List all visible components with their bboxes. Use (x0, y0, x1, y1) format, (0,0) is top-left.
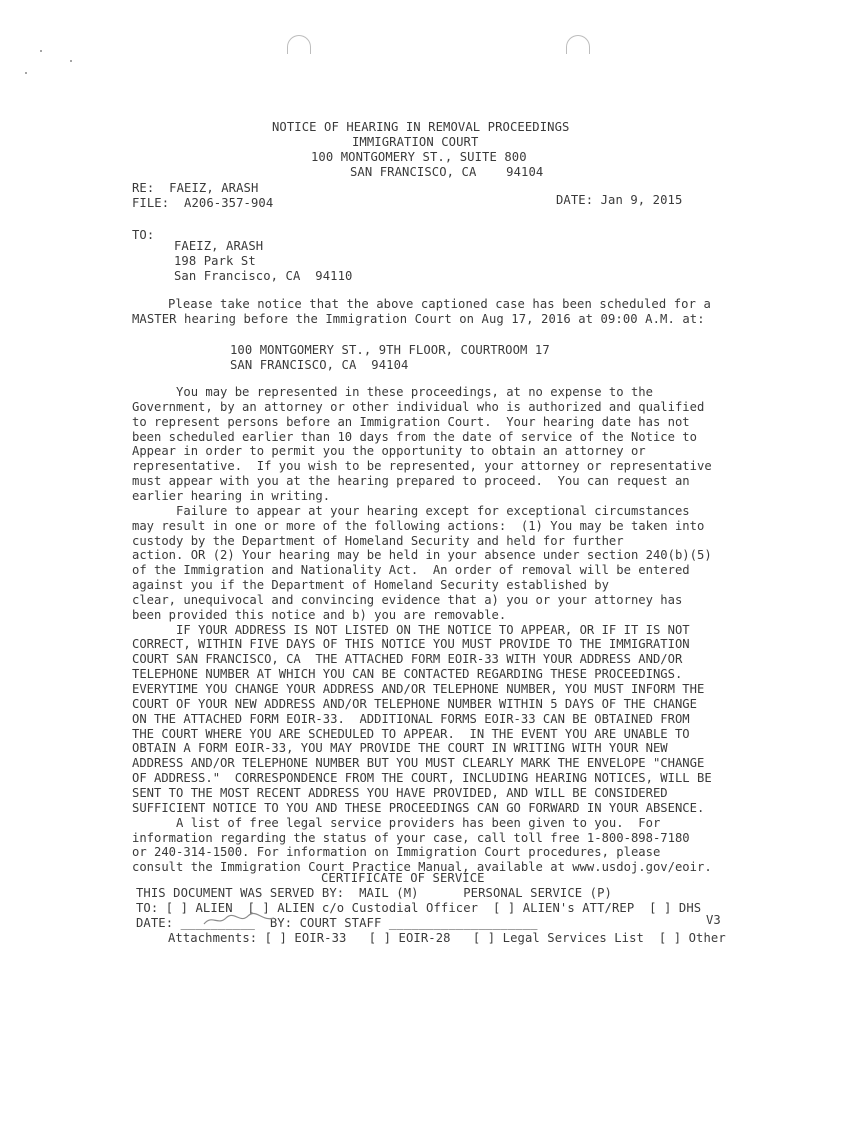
body-text-line: OF ADDRESS." CORRESPONDENCE FROM THE COURT, INCLUDING HEARING NOTICES, WILL BE (132, 771, 712, 786)
body-text-line: You may be represented in these proceedings, at no expense to the (132, 385, 653, 399)
body-text-line: action. OR (2) Your hearing may be held in your absence under section 240(b)(5) (132, 548, 712, 563)
punch-hole-left (287, 35, 311, 54)
signature-mark (200, 910, 280, 930)
body-text-line: ADDRESS AND/OR TELEPHONE NUMBER BUT YOU MUST CLEARLY MARK THE ENVELOPE "CHANGE (132, 756, 705, 771)
body-text-line: of the Immigration and Nationality Act. An order of removal will be entered (132, 563, 690, 578)
scan-speck (25, 72, 27, 74)
served-to-line: TO: [ ] ALIEN [ ] ALIEN c/o Custodial Officer [ ] ALIEN's ATT/REP [ ] DHS (136, 901, 702, 915)
certificate-heading: CERTIFICATE OF SERVICE (321, 871, 485, 885)
body-text-line: earlier hearing in writing. (132, 488, 331, 503)
served-date-line: DATE: __________ BY: COURT STAFF ____________________ (136, 916, 538, 930)
body-text-line: Failure to appear at your hearing except for exceptional circumstances (132, 503, 690, 518)
body-text-line: SUFFICIENT NOTICE TO YOU AND THESE PROCEEDINGS CAN GO FORWARD IN YOUR ABSENCE. (132, 800, 705, 815)
body-text-line: information regarding the status of your case, call toll free 1-800-898-7180 (132, 830, 690, 845)
re-line: RE: FAEIZ, ARASH (132, 181, 259, 195)
recipient-city: San Francisco, CA 94110 (174, 269, 353, 283)
body-text-line: OBTAIN A FORM EOIR-33, YOU MAY PROVIDE THE COURT IN WRITING WITH YOUR NEW (132, 741, 668, 756)
version-code: V3 (706, 913, 721, 927)
scan-speck (70, 60, 72, 62)
body-text-line: or 240-314-1500. For information on Immigration Court procedures, please (132, 845, 661, 860)
hearing-notice-line2: MASTER hearing before the Immigration Court on Aug 17, 2016 at 09:00 A.M. at: (132, 312, 705, 326)
body-text-line: EVERYTIME YOU CHANGE YOUR ADDRESS AND/OR TELEPHONE NUMBER, YOU MUST INFORM THE (132, 682, 705, 696)
body-text-line: consult the Immigration Court Practice Manual, available at www.usdoj.gov/eoir. (132, 860, 712, 875)
body-text-line: against you if the Department of Homeland Security established by (132, 578, 609, 593)
hearing-location-line1: 100 MONTGOMERY ST., 9TH FLOOR, COURTROOM 17 (230, 343, 550, 357)
body-text-line: clear, unequivocal and convincing evidence that a) you or your attorney has (132, 592, 683, 607)
body-text-line: been provided this notice and b) you are removable. (132, 607, 507, 622)
body-text-line: Government, by an attorney or other individual who is authorized and qualified (132, 399, 705, 414)
recipient-name: FAEIZ, ARASH (174, 239, 264, 253)
body-text-line: to represent persons before an Immigration Court. Your hearing date has not (132, 414, 690, 429)
court-address-line2: SAN FRANCISCO, CA 94104 (350, 165, 544, 179)
body-text-line: COURT SAN FRANCISCO, CA THE ATTACHED FORM EOIR-33 WITH YOUR ADDRESS AND/OR (132, 652, 683, 667)
body-text-line: TELEPHONE NUMBER AT WHICH YOU CAN BE CONTACTED REGARDING THESE PROCEEDINGS. (132, 667, 683, 682)
body-text-line: COURT OF YOUR NEW ADDRESS AND/OR TELEPHONE NUMBER WITHIN 5 DAYS OF THE CHANGE (132, 696, 697, 711)
court-address-line1: 100 MONTGOMERY ST., SUITE 800 (311, 150, 527, 164)
body-text-line: SENT TO THE MOST RECENT ADDRESS YOU HAVE PROVIDED, AND WILL BE CONSIDERED (132, 785, 668, 800)
hearing-location-line2: SAN FRANCISCO, CA 94104 (230, 358, 409, 372)
body-text-line: may result in one or more of the following actions: (1) You may be taken into (132, 518, 705, 533)
court-name: IMMIGRATION COURT (352, 135, 479, 149)
body-text-line: been scheduled earlier than 10 days from the date of service of the Notice to (132, 429, 697, 444)
scan-speck (40, 50, 42, 52)
attachments-line: Attachments: [ ] EOIR-33 [ ] EOIR-28 [ ] Legal Services List [ ] Other (168, 931, 726, 945)
notice-title: NOTICE OF HEARING IN REMOVAL PROCEEDINGS (272, 120, 570, 134)
served-by-line: THIS DOCUMENT WAS SERVED BY: MAIL (M) PERSONAL SERVICE (P) (136, 886, 612, 900)
body-text-line: ON THE ATTACHED FORM EOIR-33. ADDITIONAL FORMS EOIR-33 CAN BE OBTAINED FROM (132, 711, 690, 726)
date-line: DATE: Jan 9, 2015 (556, 193, 683, 207)
body-text-line: must appear with you at the hearing prepared to proceed. You can request an (132, 474, 690, 489)
body-text-line: IF YOUR ADDRESS IS NOT LISTED ON THE NOTICE TO APPEAR, OR IF IT IS NOT (132, 622, 690, 637)
body-text-line: Appear in order to permit you the opportunity to obtain an attorney or (132, 444, 646, 459)
hearing-notice-line1: Please take notice that the above captioned case has been scheduled for a (168, 297, 711, 311)
body-text-line: representative. If you wish to be represented, your attorney or representative (132, 459, 712, 474)
punch-hole-right (566, 35, 590, 54)
body-text-line: CORRECT, WITHIN FIVE DAYS OF THIS NOTICE YOU MUST PROVIDE TO THE IMMIGRATION (132, 637, 690, 652)
recipient-street: 198 Park St (174, 254, 256, 268)
body-text-line: THE COURT WHERE YOU ARE SCHEDULED TO APPEAR. IN THE EVENT YOU ARE UNABLE TO (132, 726, 690, 741)
file-line: FILE: A206-357-904 (132, 196, 274, 210)
to-label: TO: (132, 228, 155, 242)
body-text-line: custody by the Department of Homeland Security and held for further (132, 533, 624, 548)
body-text-line: A list of free legal service providers has been given to you. For (132, 815, 661, 830)
